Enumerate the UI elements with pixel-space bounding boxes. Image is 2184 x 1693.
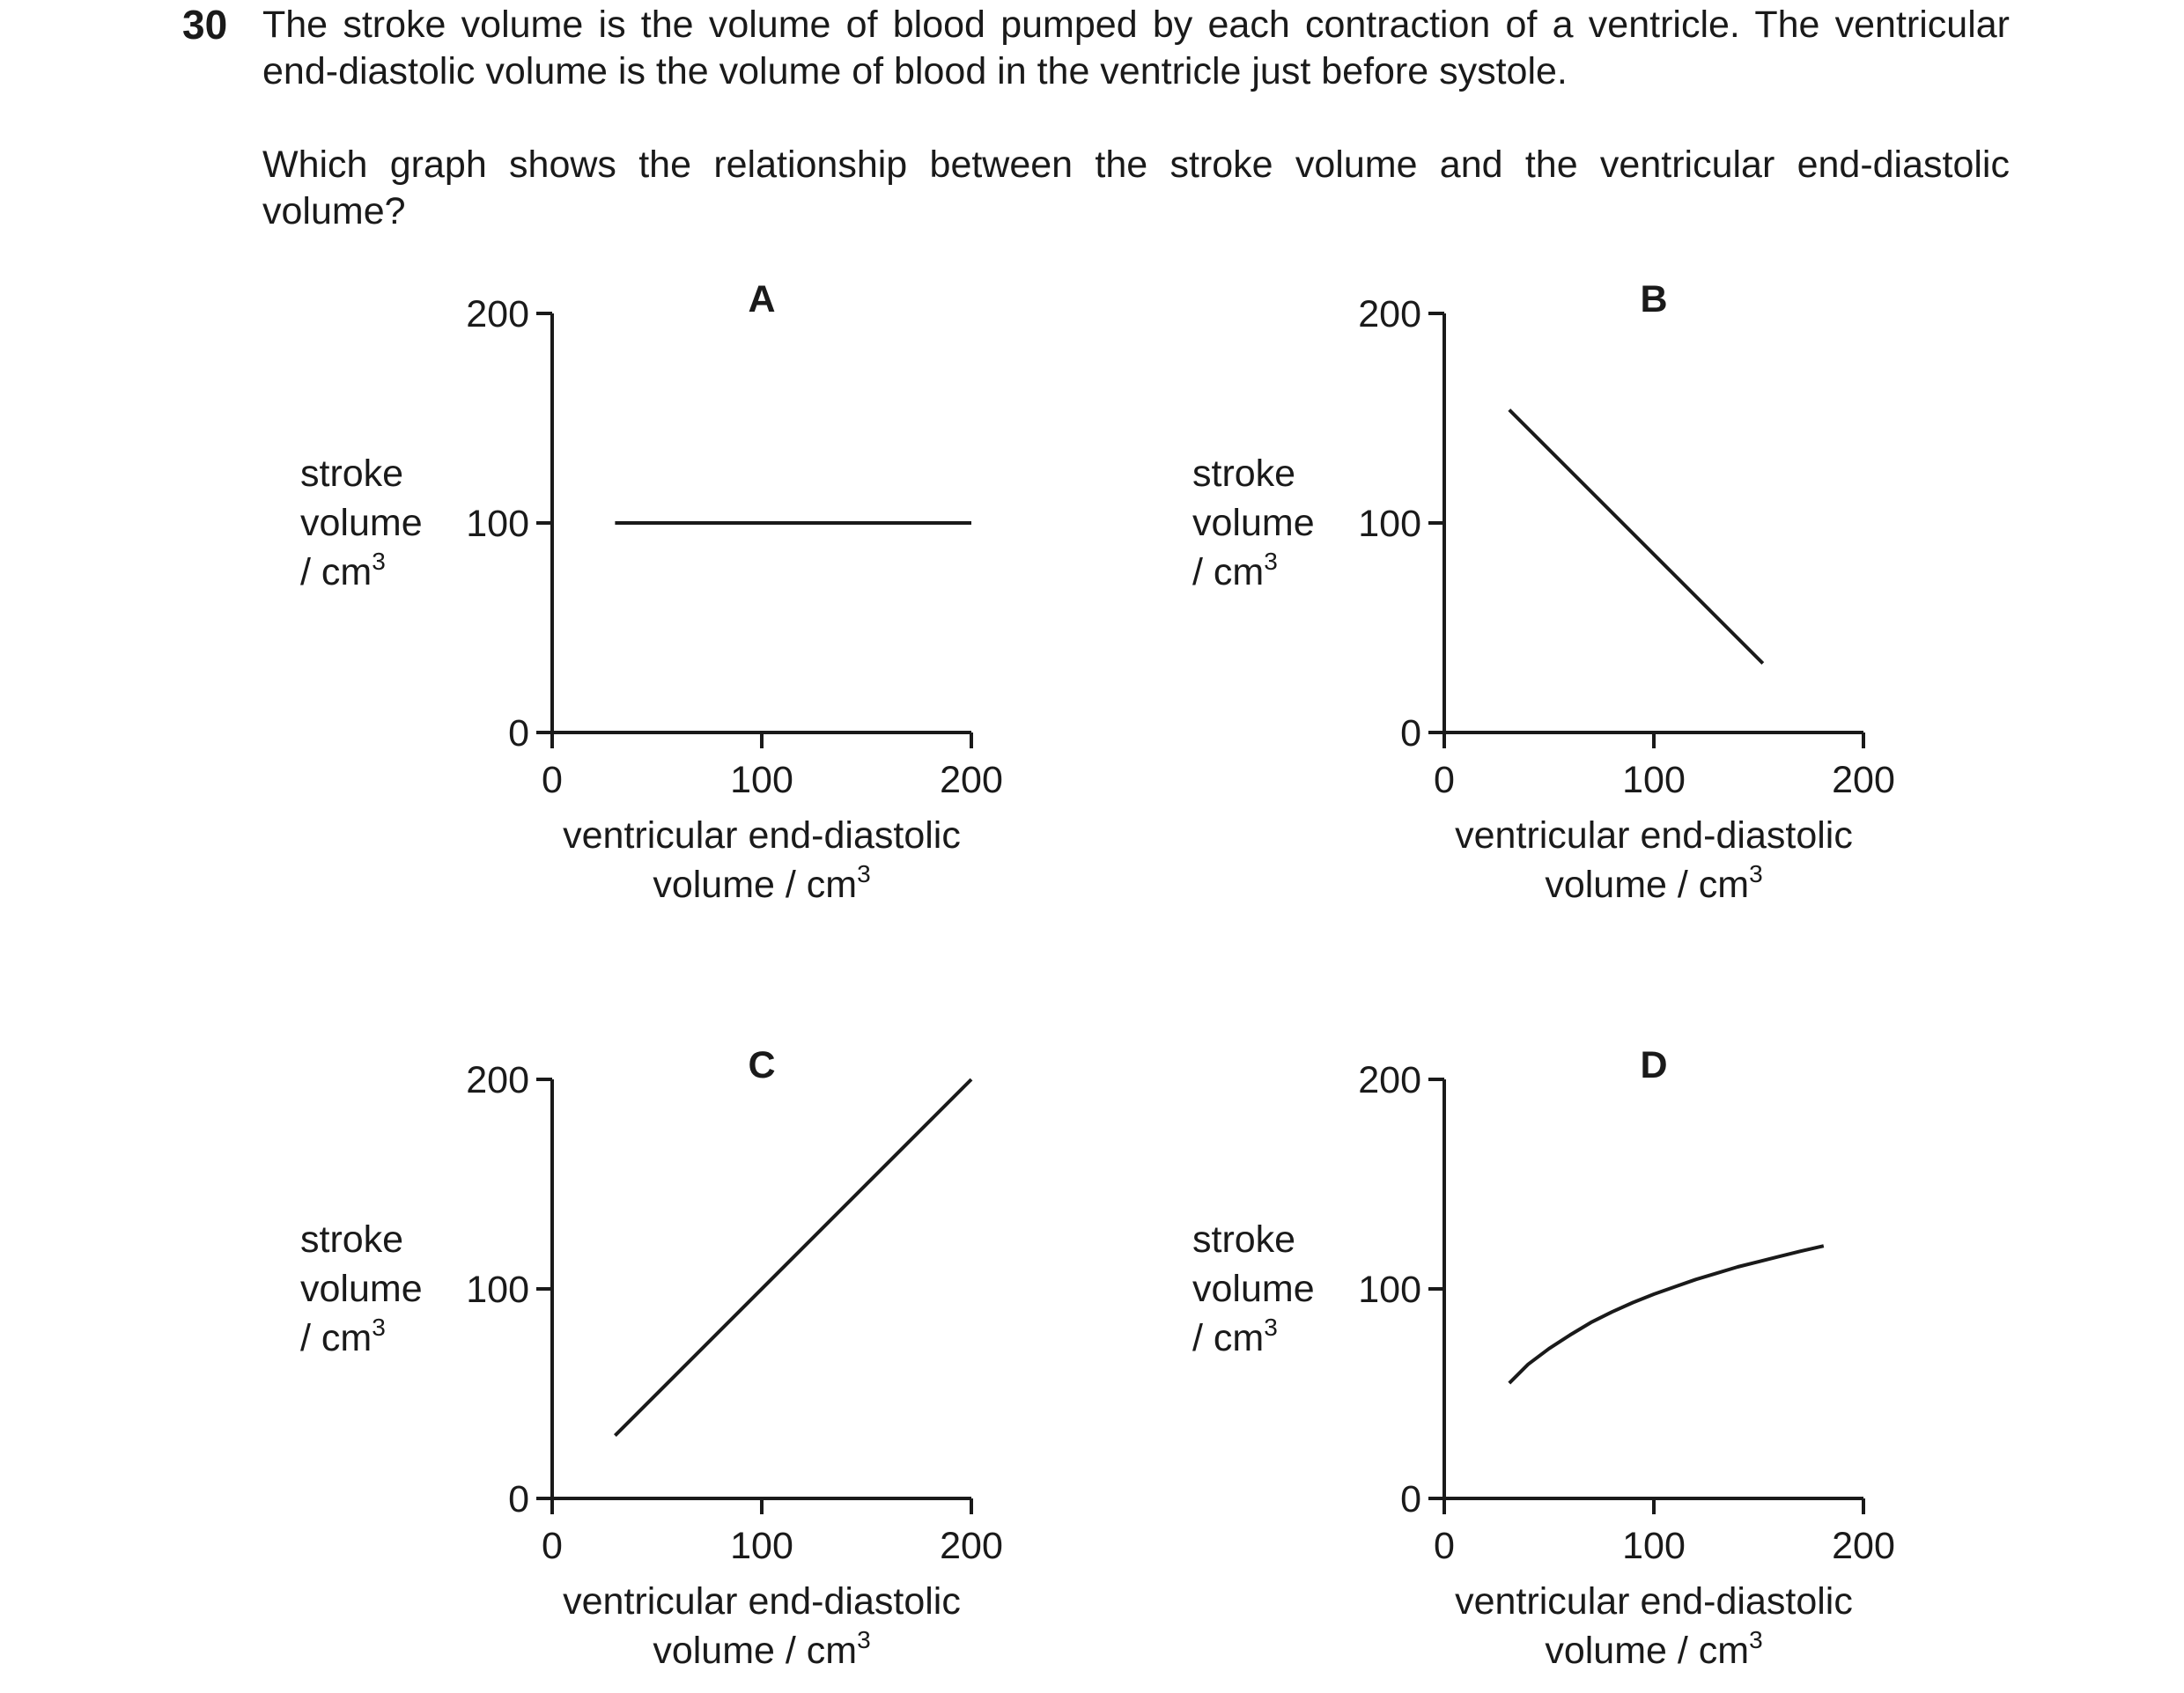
chart-title: D — [1640, 1044, 1668, 1086]
x-tick-label: 0 — [542, 759, 563, 801]
y-tick-label: 200 — [1358, 293, 1421, 335]
x-tick-label: 200 — [940, 1525, 1003, 1567]
y-axis-label: stroke — [1192, 1218, 1296, 1261]
y-tick-label: 0 — [1400, 712, 1421, 754]
x-tick-label: 100 — [730, 759, 793, 801]
x-axis-label: volume / $cm^3$ — [653, 860, 871, 906]
series-line — [1509, 410, 1763, 664]
chart-b — [1192, 278, 1895, 906]
x-tick-label: 0 — [542, 1525, 563, 1567]
x-axis-label: volume / $cm^3$ — [653, 1626, 871, 1672]
y-axis-label: stroke — [300, 1218, 404, 1261]
chart-title: B — [1640, 278, 1668, 320]
x-axis-label: ventricular end-diastolic — [1455, 1580, 1853, 1623]
chart-a — [300, 278, 1003, 906]
chart-d — [1192, 1044, 1895, 1672]
question-stem: The stroke volume is the volume of blood pumped by each contraction of a ventricle. The ventricular end-diastolic volume is the volume of blood in the ventricle just before systole. — [262, 4, 2010, 92]
y-axis-label: stroke — [300, 453, 404, 495]
x-tick-label: 0 — [1434, 1525, 1455, 1567]
x-tick-label: 100 — [1622, 759, 1686, 801]
y-tick-label: 100 — [1358, 1269, 1421, 1311]
y-tick-label: 0 — [508, 1478, 529, 1520]
y-axis-label: / $cm^3$ — [1192, 548, 1278, 593]
y-tick-label: 0 — [508, 712, 529, 754]
y-tick-label: 200 — [1358, 1059, 1421, 1101]
chart-c — [300, 1044, 1003, 1672]
y-axis-label: volume — [300, 1268, 423, 1310]
chart-title: A — [748, 278, 776, 320]
x-axis-label: ventricular end-diastolic — [1455, 814, 1853, 857]
y-axis-label: / $cm^3$ — [300, 548, 386, 593]
question-prompt: Which graph shows the relationship between the stroke volume and the ventricular end-diastolic volume? — [262, 144, 2010, 232]
y-tick-label: 200 — [466, 1059, 529, 1101]
x-tick-label: 0 — [1434, 759, 1455, 801]
series-line — [1509, 1246, 1824, 1383]
y-axis-label: / $cm^3$ — [1192, 1314, 1278, 1359]
y-tick-label: 0 — [1400, 1478, 1421, 1520]
x-axis-label: ventricular end-diastolic — [563, 1580, 961, 1623]
x-tick-label: 200 — [940, 759, 1003, 801]
question-number: 30 — [182, 2, 228, 48]
y-axis-label: volume — [1192, 1268, 1315, 1310]
x-tick-label: 100 — [1622, 1525, 1686, 1567]
x-tick-label: 200 — [1832, 1525, 1895, 1567]
x-tick-label: 200 — [1832, 759, 1895, 801]
x-axis-label: volume / $cm^3$ — [1545, 860, 1763, 906]
y-axis-label: stroke — [1192, 453, 1296, 495]
x-axis-label: ventricular end-diastolic — [563, 814, 961, 857]
y-axis-label: / $cm^3$ — [300, 1314, 386, 1359]
y-tick-label: 200 — [466, 293, 529, 335]
y-tick-label: 100 — [1358, 503, 1421, 545]
x-axis-label: volume / $cm^3$ — [1545, 1626, 1763, 1672]
chart-title: C — [748, 1044, 776, 1086]
x-tick-label: 100 — [730, 1525, 793, 1567]
y-tick-label: 100 — [466, 1269, 529, 1311]
series-line — [615, 1079, 971, 1436]
y-axis-label: volume — [1192, 502, 1315, 544]
y-axis-label: volume — [300, 502, 423, 544]
y-tick-label: 100 — [466, 503, 529, 545]
